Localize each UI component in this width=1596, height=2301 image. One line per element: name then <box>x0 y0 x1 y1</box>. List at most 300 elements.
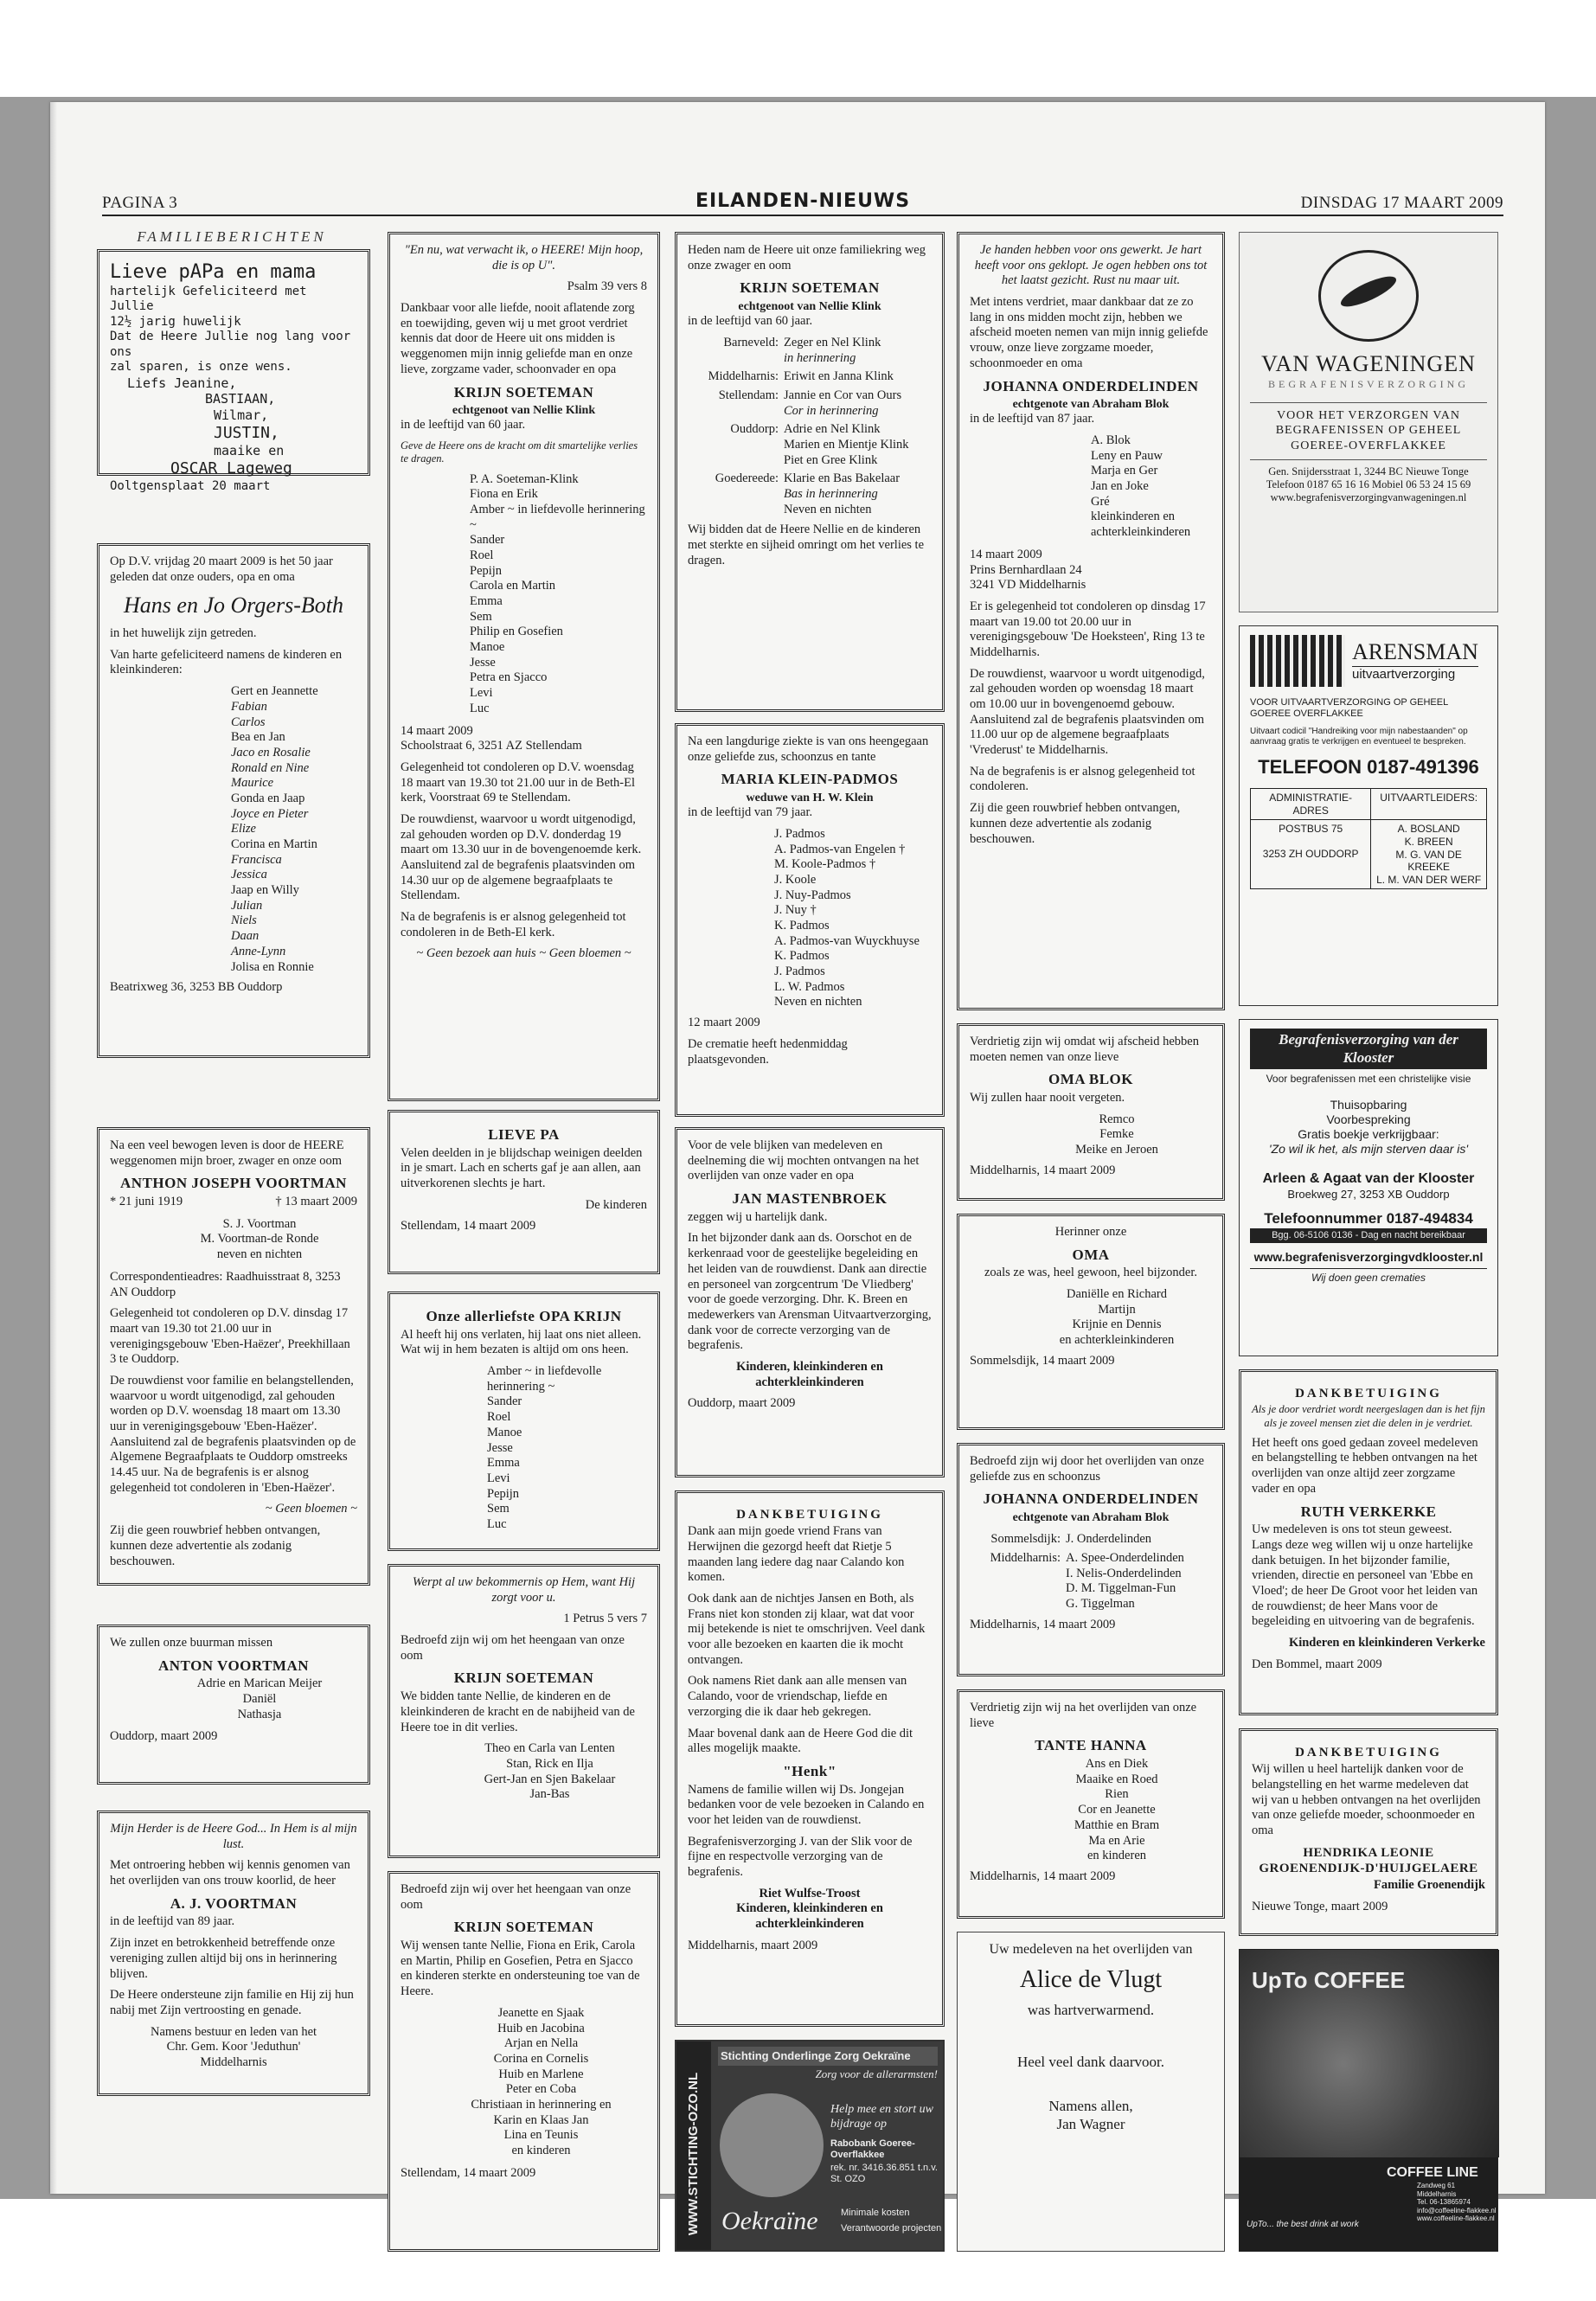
obituary-text: Verdrietig zijn wij na het overlijden van onze lieve <box>970 1701 1197 1730</box>
family-name: Stan, Rick en Ilja <box>506 1756 593 1771</box>
family-name: Gré <box>1091 494 1110 509</box>
ad-oma-blok <box>957 1023 1225 1201</box>
family-name: Leny en Pauw <box>1091 448 1163 463</box>
obituary-text: Gelegenheid tot condoleren op D.V. woensdag 18 maart van 19.30 tot 21.00 uur in de Beth-El kerk, Voorstraat 69 te Stellendam. <box>401 760 636 805</box>
grandchild-name: Manoe <box>487 1425 522 1439</box>
family-name: Pepijn <box>470 563 503 578</box>
family-name: Gert-Jan en Sjen Bakelaar <box>484 1772 616 1786</box>
coffee-brand: UpTo COFFEE <box>1252 1967 1406 1993</box>
obituary-text: Er is gelegenheid tot condoleren op dinsdag 17 maart van 19.00 tot 20.00 uur in verenigingsgebouw 'De Hoeksteen', Ring 13 te Middelharnis. <box>970 599 1206 659</box>
kid-line: Lieve pAPa en mama <box>110 261 317 283</box>
deceased-name: KRIJN SOETEMAN <box>453 383 594 401</box>
coffee-tagline: UpTo... the best drink at work <box>1247 2220 1359 2229</box>
owners: Arleen & Agaat van der Klooster <box>1262 1171 1475 1187</box>
obituary-text: De rouwdienst voor familie en belangstellenden, waarvoor u wordt uitgenodigd, zal gehouden worden op D.V. woensdag 18 maart om 13.30 uur in verenigingsgebouw 'Eben-Haëzer'. Aansluitend zal de begrafenis plaatsvinden op de Algemene Begraafplaats te Ouddorp omstreeks 14.45 uur. Na de begrafenis is er alsnog gelegenheid tot condoleren in 'Eben-Haëzer'. <box>110 1373 356 1495</box>
obituary-text: Wij bidden dat de Heere Nellie en de kinderen met sterkte en sijheid omringt om het verlies te dragen. <box>688 522 925 567</box>
row-names <box>784 369 894 385</box>
family-head: Gert en Jeannette <box>231 684 318 699</box>
ozo-advert <box>675 2040 945 2252</box>
family-child: Francisca <box>231 852 282 867</box>
kid-line: OSCAR Lageweg <box>170 459 292 478</box>
spouse: weduwe van H. W. Klein <box>746 792 874 805</box>
family-name: in herinnering <box>784 350 856 365</box>
family-list <box>401 1741 647 1803</box>
spouse: echtgenote van Abraham Blok <box>1012 398 1170 412</box>
signature <box>968 2098 1214 2133</box>
signature-line: Middelharnis <box>200 2054 267 2069</box>
obituary-neighbour <box>97 1625 370 1785</box>
thanks-text: Wij willen u heel hartelijk danken voor de belangstelling en het warme medeleven dat wij van u hebben ontvangen na het overlijden van onze geliefde moeder, schoonmoeder en oma <box>1252 1762 1481 1838</box>
place-date: Den Bommel, maart 2009 <box>1252 1657 1382 1671</box>
obituary-text: De Heere ondersteune zijn familie en Hij zij hun nabij met Zijn vertroosting en genade. <box>110 1988 354 2017</box>
service-item: Thuisopbaring <box>1330 1098 1407 1112</box>
deceased-name: HENDRIKA LEONIE GROENENDIJK-D'HUIJGELAERE <box>1259 1845 1478 1876</box>
family-name: Eriwit en Janna Klink <box>784 369 894 384</box>
signature-line: Namens bestuur en leden van het <box>150 2024 317 2039</box>
ozo-sidebar <box>676 2041 711 2250</box>
deceased-name: OMA BLOK <box>1048 1071 1133 1088</box>
family-name: Huib en Jacobina <box>497 2021 585 2035</box>
kid-line: hartelijk Gefeliciteerd met Jullie <box>110 284 307 313</box>
family-name: Jannie en Cor van Ours <box>784 388 902 402</box>
anniversary-ad <box>97 543 370 1058</box>
deceased-name: ANTON VOORTMAN <box>157 1657 310 1674</box>
family-name: en kinderen <box>511 2144 571 2158</box>
family-name: Roel <box>470 548 494 562</box>
company-web: www.begrafenisverzorgingvdklooster.nl <box>1253 1249 1484 1264</box>
family-name: Jeanette en Sjaak <box>497 2005 585 2020</box>
family-name: I. Nelis-Onderdelinden <box>1066 1566 1182 1580</box>
deceased-name: JOHANNA ONDERDELINDEN <box>983 1490 1199 1508</box>
family-name: Amber ~ in liefdevolle herinnering ~ <box>470 502 645 532</box>
family-name: J. Nuy † <box>774 903 817 918</box>
row-names <box>784 388 901 419</box>
family-name: Nathasja <box>237 1707 282 1721</box>
deceased-name: KRIJN SOETEMAN <box>453 1670 594 1687</box>
signature-line: Jan Wagner <box>1056 2115 1125 2132</box>
ozo-org: Stichting Onderlinge Zorg Oekraïne <box>718 2047 938 2066</box>
ozo-projects: Verantwoorde projecten <box>841 2223 942 2234</box>
obituary-text: De rouwdienst, waarvoor u wordt uitgenodigd, zal gehouden worden op D.V. donderdag 19 maart om 13.30 uur in de bovengenoemde kerk. Aansluitend zal de begrafenis plaatsvinden om 14.30 uur op de algemene begraafplaats te Stellendam. <box>401 811 642 903</box>
deceased-name: ANTHON JOSEPH VOORTMAN <box>120 1175 347 1192</box>
date: 12 maart 2009 <box>688 1016 760 1030</box>
ozo-costs: Minimale kosten <box>841 2208 910 2218</box>
row-names <box>1066 1532 1151 1548</box>
family-child: Anne-Lynn <box>231 944 286 958</box>
date: 14 maart 2009 <box>970 547 1042 561</box>
obituary-krijn-soeteman <box>388 232 660 1101</box>
verse-ref: Psalm 39 vers 8 <box>567 279 647 294</box>
anniversary-intro: Op D.V. vrijdag 20 maart 2009 is het 50 jaar geleden dat onze ouders, opa en oma <box>110 554 333 584</box>
spouse: echtgenoot van Nellie Klink <box>452 404 596 418</box>
kid-line: JUSTIN, <box>214 423 279 442</box>
obituary-text: Wij wensen tante Nellie, Fiona en Erik, Carola en Martin, Philip en Gosefien, Petra en Sjacco en kinderen sterkte en ondersteuning toe van de Heere. <box>401 1939 640 1999</box>
family-list <box>970 1757 1212 1864</box>
family-head: Corina en Martin <box>231 837 317 852</box>
family-name: A. Spee-Onderdelinden <box>1066 1550 1184 1565</box>
obituary-text: Met intens verdriet, maar dankbaar dat ze zo lang in ons midden mocht zijn, hebben we afscheid moeten nemen van mijn innig geliefde vrouw, onze lieve zorgzame moeder, schoonmoeder en oma <box>970 295 1208 370</box>
signature: Kinderen, kleinkinderen en achterkleinkinderen <box>736 1901 883 1932</box>
obituary-choir <box>97 1811 370 2096</box>
leader-name: K. BREEN <box>1404 835 1453 848</box>
grandchild-name: Jesse <box>487 1440 513 1455</box>
thanks-text: Uw medeleven na het overlijden van <box>989 1942 1193 1957</box>
address-line: 3241 VD Middelharnis <box>970 578 1086 593</box>
ad-krijn-oom <box>388 1871 660 2252</box>
obituary-text: Na een langdurige ziekte is van ons heengegaan onze geliefde zus, schoonzus en tante <box>688 734 929 764</box>
family-row <box>688 336 932 366</box>
family-name: Huib en Marlene <box>498 2067 584 2081</box>
family-name: A. Blok <box>1091 433 1131 447</box>
family-name: Jan-Bas <box>529 1787 570 1802</box>
deceased-name: A. J. VOORTMAN <box>170 1894 298 1912</box>
place-date: Middelharnis, 14 maart 2009 <box>970 1163 1116 1177</box>
ad-title: DANKBETUIGING <box>1295 1746 1442 1759</box>
company-web: www.begrafenisverzorgingvanwageningen.nl <box>1270 491 1467 504</box>
family-head: Bea en Jan <box>231 730 285 745</box>
family-name: Martijn <box>1098 1302 1136 1317</box>
family-name: neven en nichten <box>216 1247 303 1262</box>
family-list <box>970 1287 1212 1349</box>
family-name: J. Onderdelinden <box>1066 1532 1152 1547</box>
row-names <box>784 336 881 366</box>
family-name: Emma <box>470 594 503 608</box>
company-note: Wij doen geen crematies <box>1250 1268 1487 1285</box>
verse-ref: 1 Petrus 5 vers 7 <box>563 1612 647 1626</box>
family-name: Femke <box>1099 1127 1134 1142</box>
leader-name: A. BOSLAND <box>1397 823 1460 836</box>
obituary-voortman <box>97 1127 370 1586</box>
service-item: Gratis boekje verkrijgbaar: <box>1298 1127 1439 1142</box>
signature-line: Namens allen, <box>1048 2098 1133 2115</box>
family-head: Jaap en Willy <box>231 883 299 898</box>
family-name: Manoe <box>470 640 505 655</box>
signature: Familie Groenendijk <box>1373 1878 1485 1893</box>
ad-onderdelinden-zus <box>957 1443 1225 1676</box>
place-date: Sommelsdijk, 14 maart 2009 <box>970 1353 1115 1368</box>
obituary-text: Zij die geen rouwbrief hebben ontvangen, kunnen deze advertentie als zodanig beschouwen. <box>110 1523 321 1568</box>
obituary-text: Gelegenheid tot condoleren op D.V. dinsdag 17 maart van 19.30 tot 21.00 uur in verenigingsgebouw 'Eben-Haëzer', Preekhillaan 3 te Ouddorp. <box>110 1306 350 1367</box>
row-names <box>1066 1551 1184 1612</box>
section-title: FAMILIEBERICHTEN <box>137 228 327 245</box>
obituary-text: Zijn inzet en betrokkenheid betreffende onze vereniging zullen altijd bij ons in herinnering blijven. <box>110 1936 337 1981</box>
anniversary-congrats: Van harte gefeliciteerd namens de kinderen en kleinkinderen: <box>110 647 343 677</box>
obituary-text: Na de begrafenis is er alsnog gelegenheid tot condoleren in de Beth-El kerk. <box>401 910 626 939</box>
signature-name: "Henk" <box>783 1762 836 1779</box>
family-name: en kinderen <box>1086 1849 1147 1863</box>
ozo-account: rek. nr. 3416.36.851 t.n.v. St. OZO <box>830 2163 938 2185</box>
family-child: Carlos <box>231 715 266 729</box>
family-list <box>688 827 932 1010</box>
obituary-text: We bidden tante Nellie, de kinderen en de kleinkinderen de kracht en de nabijheid van de Heere toe in dit verlies. <box>401 1689 635 1734</box>
leader-name: M. G. VAN DE KREEKE <box>1395 848 1462 874</box>
thanks-text: Heel veel dank daarvoor. <box>1017 2054 1164 2071</box>
family-name: Theo en Carla van Lenten <box>484 1741 615 1756</box>
obituary-text: De rouwdienst, waarvoor u wordt uitgenodigd, zal gehouden worden op woensdag 18 maart om 10.00 uur in bovengenoemd gebouw. Aansluitend zal de begrafenis plaatsvinden om 11.00 uur op de algemene begraafplaats 'Vrederust' te Middelharnis. <box>970 666 1205 758</box>
date: 14 maart 2009 <box>401 723 473 738</box>
family-name: Meike en Jeroen <box>1075 1143 1158 1157</box>
arensman-line: VOOR UITVAARTVERZORGING OP GEHEEL GOEREE OVERFLAKKEE <box>1250 697 1448 720</box>
family-name: Maaike en Roed <box>1075 1772 1158 1786</box>
newspaper-page <box>50 102 1545 2236</box>
age: in de leeftijd van 60 jaar. <box>688 314 813 329</box>
address-line: Zandweg 61 <box>1417 2182 1456 2189</box>
age: in de leeftijd van 60 jaar. <box>401 418 526 433</box>
family-rows <box>970 1532 1212 1612</box>
company-name: Begrafenisverzorging van der Klooster <box>1250 1029 1487 1069</box>
row-place: Barneveld: <box>723 335 779 349</box>
company-phone: TELEFOON 0187-491396 <box>1258 756 1479 779</box>
family-name: A. Padmos-van Engelen † <box>774 842 906 856</box>
deceased-name: JOHANNA ONDERDELINDEN <box>983 377 1199 394</box>
page-fold <box>50 102 57 2194</box>
company-phone: Telefoonnummer 0187-494834 <box>1264 1209 1473 1227</box>
family-row <box>688 369 932 385</box>
family-name: Sem <box>470 609 492 624</box>
obituary-intro: We zullen onze buurman missen <box>110 1636 273 1650</box>
family-name: Jesse <box>470 655 496 670</box>
obituary-text: Wij zullen haar nooit vergeten. <box>970 1091 1125 1106</box>
ad-oma <box>957 1214 1225 1430</box>
family-name: Daniël <box>242 1692 277 1707</box>
family-name: Carola en Martin <box>470 579 556 593</box>
thanks-text: Dank aan mijn goede vriend Frans van Herwijnen die gezorgd heeft dat Rietje 5 maanden lang iedere dag naar Calando kon komen. <box>688 1524 905 1585</box>
family-name: K. Padmos <box>774 949 830 964</box>
family-name: Bas in herinnering <box>784 487 878 502</box>
row-place: Goedereede: <box>715 471 779 486</box>
signature: Kinderen en kleinkinderen Verkerke <box>1288 1636 1485 1650</box>
family-name: Corina en Cornelis <box>493 2051 589 2066</box>
age: in de leeftijd van 79 jaar. <box>688 805 813 820</box>
kid-line: zal sparen, is onze wens. <box>110 360 292 374</box>
family-name: Daniëlle en Richard <box>1067 1287 1167 1302</box>
family-name: A. Padmos-van Wuyckhuyse <box>774 933 920 948</box>
deceased-name: KRIJN SOETEMAN <box>453 1919 594 1936</box>
ad-tante-hanna <box>957 1689 1225 1919</box>
coffee-address <box>1417 2182 1497 2223</box>
obituary-onderdelinden <box>957 232 1225 1010</box>
family-rows <box>688 336 932 518</box>
family-name: Marja en Ger <box>1091 464 1158 478</box>
verse: Je handen hebben voor ons gewerkt. Je hart heeft voor ons geklopt. Je ogen hebben ons tot het laatst gezicht. Rust nu maar uit. <box>974 243 1208 288</box>
coffee-advert <box>1239 1949 1498 2252</box>
family-name: Jan en Joke <box>1091 479 1149 494</box>
grandchild-name: Sem <box>487 1502 510 1516</box>
address-line: Prins Bernhardlaan 24 <box>970 562 1082 577</box>
verse: "En nu, wat verwacht ik, o HEERE! Mijn hoop, die is op U". <box>404 243 644 272</box>
family-name: Sander <box>470 533 505 548</box>
family-list <box>970 1112 1212 1158</box>
grandchild-name: Sander <box>487 1394 522 1409</box>
address-line: info@coffeeline-flakkee.nl <box>1417 2206 1497 2214</box>
correspondence: Correspondentieadres: Raadhuisstraat 8, 3253 AN Ouddorp <box>110 1269 341 1299</box>
place-date: Middelharnis, 14 maart 2009 <box>970 1868 1116 1883</box>
paper-title: EILANDEN-NIEUWS <box>695 190 911 212</box>
company-address: Gen. Snijdersstraat 1, 3244 BC Nieuwe Tonge <box>1268 465 1469 478</box>
family-name: Adrie en Nel Klink <box>784 422 881 437</box>
kid-line: Dat de Heere Jullie nog lang voor ons <box>110 330 351 359</box>
age: in de leeftijd van 89 jaar. <box>110 1914 235 1929</box>
family-name: P. A. Soeteman-Klink <box>470 471 579 486</box>
family-name: Zeger en Nel Klink <box>784 335 881 349</box>
row-names <box>784 422 909 468</box>
deceased-name: RUTH VERKERKE <box>1300 1503 1437 1520</box>
obituary-text: Zij die geen rouwbrief hebben ontvangen, kunnen deze advertentie als zodanig beschouwen. <box>970 801 1181 846</box>
flowers-note: ~ Geen bloemen ~ <box>265 1502 357 1516</box>
thanks-text: Ook namens Riet dank aan alle mensen van Calando, voor de vriendschap, liefde en verzorging die ik daar heb gekregen. <box>688 1674 907 1719</box>
family-name: J. Nuy-Padmos <box>774 888 851 902</box>
row-place: Middelharnis: <box>708 369 779 384</box>
thanks-mastenbroek <box>675 1127 945 1477</box>
family-name: Cor en Jeanette <box>1078 1803 1156 1817</box>
ad-title: Onze allerliefste OPA KRIJN <box>426 1308 622 1324</box>
arensman-header <box>1250 635 1487 687</box>
place-date: Middelharnis, maart 2009 <box>688 1938 818 1952</box>
row-names <box>784 471 900 517</box>
family-name: Neven en nichten <box>774 995 862 1009</box>
thanks-text: was hartverwarmend. <box>1027 2001 1155 2018</box>
page-header <box>102 189 1503 216</box>
family-name: Cor in herinnering <box>784 403 879 418</box>
family-row <box>688 471 932 517</box>
family-name: Matthie en Bram <box>1074 1817 1160 1832</box>
family-child: Jessica <box>231 868 267 882</box>
kid-congrats-ad <box>97 249 370 493</box>
obituary-text: Herinner onze <box>1054 1225 1127 1239</box>
ozo-help: Help mee en stort uw bijdrage op <box>830 2103 933 2131</box>
leaders-cell <box>1371 820 1487 889</box>
couple-names: Hans en Jo Orgers-Both <box>124 593 343 619</box>
ad-opa-krijn <box>388 1292 660 1551</box>
admin-address <box>1251 820 1371 889</box>
row-place: Middelharnis: <box>990 1550 1061 1565</box>
family-list <box>110 1676 357 1722</box>
address-line: Tel. 06-13865974 <box>1417 2198 1471 2207</box>
family-row <box>970 1551 1212 1612</box>
child-photo <box>720 2093 824 2197</box>
ad-krijn-neven <box>388 1564 660 1858</box>
family-list <box>401 472 647 717</box>
ad-krijn-familie <box>675 232 945 712</box>
place-date: Ouddorp, maart 2009 <box>688 1396 796 1411</box>
grandchild-name: Amber ~ in liefdevolle herinnering ~ <box>487 1364 602 1394</box>
address: Schoolstraat 6, 3251 AZ Stellendam <box>401 739 582 753</box>
ozo-word: Oekraïne <box>721 2207 818 2235</box>
life-dates <box>110 1195 357 1210</box>
family-name: Lina en Teunis <box>503 2128 579 2143</box>
family-list <box>401 2006 647 2159</box>
obituary-text: Met ontroering hebben wij kennis genomen van het overlijden van ons trouw koorlid, de heer <box>110 1858 350 1888</box>
family-name: Krijnie en Dennis <box>1072 1317 1162 1332</box>
poem: Al heeft hij ons verlaten, hij laat ons niet alleen. Wat wij in hem bezaten is altijd om ons heen. <box>401 1327 642 1357</box>
spouse: echtgenote van Abraham Blok <box>1012 1511 1170 1525</box>
family-name: en achterkleinkinderen <box>1059 1333 1175 1348</box>
obituary-text: Bedroefd zijn wij over het heengaan van onze oom <box>401 1882 631 1912</box>
family-list <box>110 684 357 975</box>
family-name: M. Voortman-de Ronde <box>200 1232 319 1247</box>
family-child: Fabian <box>231 699 267 714</box>
dove-logo-icon <box>1318 250 1419 342</box>
company-sub: Voor begrafenissen met een christelijke visie <box>1266 1073 1471 1086</box>
family-name: J. Padmos <box>774 965 825 979</box>
family-head: Jolisa en Ronnie <box>231 959 314 974</box>
family-name: Levi <box>470 686 493 701</box>
company-name: ARENSMAN <box>1352 639 1478 665</box>
family-child: Ronald en Nine <box>231 760 310 775</box>
ad-title: LIEVE PA <box>488 1126 560 1143</box>
grandchild-name: Luc <box>487 1516 507 1531</box>
company-emergency: Bgg. 06-5106 0136 - Dag en nacht bereikbaar <box>1250 1228 1487 1243</box>
family-name: Christiaan in herinnering en <box>471 2097 612 2112</box>
family-name: Adrie en Marican Meijer <box>196 1676 323 1691</box>
verse: Werpt al uw bekommernis op Hem, want Hij zorgt voor u. <box>412 1575 636 1605</box>
death-date: † 13 maart 2009 <box>275 1195 357 1209</box>
family-name: Rien <box>1105 1787 1129 1802</box>
ozo-bank: Rabobank Goeree-Overflakkee <box>830 2138 915 2161</box>
family-name: Petra en Sjacco <box>470 670 548 685</box>
company-sub: BEGRAFENISVERZORGING <box>1267 377 1469 390</box>
family-name: D. M. Tiggelman-Fun <box>1066 1581 1176 1596</box>
thanks-text: Voor de vele blijken van medeleven en deelneming die wij mochten ontvangen na het overlijden van onze vader en opa <box>688 1138 920 1183</box>
family-name: Piet en Gree Klink <box>784 452 878 467</box>
family-name: J. Padmos <box>774 826 825 841</box>
family-child: Joyce en Pieter <box>231 806 309 821</box>
kid-line: BASTIAAN, <box>205 391 276 407</box>
company-phone: Telefoon 0187 65 16 16 Mobiel 06 53 24 15 69 <box>1266 478 1471 490</box>
ad-title: DANKBETUIGING <box>736 1508 883 1522</box>
family-list <box>970 433 1212 541</box>
family-name: Remco <box>1099 1112 1135 1126</box>
kid-line: 12½ jarig huwelijk <box>110 314 241 329</box>
obituary-intro: Na een veel bewogen leven is door de HEERE weggenomen mijn broer, zwager en onze oom <box>110 1138 344 1168</box>
family-child: Daan <box>231 929 260 944</box>
deceased-name: KRIJN SOETEMAN <box>740 279 880 297</box>
anniversary-address: Beatrixweg 36, 3253 BB Ouddorp <box>110 980 283 995</box>
obituary-klein-padmos <box>675 723 945 1117</box>
family-child: Niels <box>231 913 257 928</box>
family-child: Maurice <box>231 776 274 791</box>
prayer: Geve de Heere ons de kracht om dit smartelijke verlies te dragen. <box>401 439 638 465</box>
kid-line: Ooltgensplaat 20 maart <box>110 478 271 493</box>
service-item: Voorbespreking <box>1326 1112 1411 1127</box>
arensman-line: Uitvaart codicil "Handreiking voor mijn nabestaanden" op aanvraag gratis te verkrijgen en eventueel te bespreken. <box>1250 726 1468 747</box>
obituary-text: Bedroefd zijn wij door het overlijden van onze geliefde zus en schoonzus <box>970 1454 1204 1484</box>
signature-line: Chr. Gem. Koor 'Jeduthun' <box>166 2040 301 2054</box>
family-name: kleinkinderen en achterkleinkinderen <box>1091 510 1191 540</box>
kid-line: Liefs Jeanine, <box>127 375 237 391</box>
thanks-verkerke <box>1239 1369 1498 1715</box>
family-name: Philip en Gosefien <box>470 625 563 639</box>
place-date: Stellendam, 14 maart 2009 <box>401 2165 536 2180</box>
deceased-name: Alice de Vlugt <box>1019 1965 1163 1993</box>
obituary-text: zoals ze was, heel gewoon, heel bijzonder. <box>984 1266 1197 1280</box>
thanks-text: Maar bovenal dank aan de Heere God die dit alles mogelijk maakte. <box>688 1726 913 1756</box>
thanks-text: zeggen wij u hartelijk dank. <box>688 1209 828 1224</box>
age: in de leeftijd van 87 jaar. <box>970 412 1095 426</box>
family-name: S. J. Voortman <box>222 1216 297 1231</box>
family-name: M. Koole-Padmos † <box>774 857 876 872</box>
arensman-advert <box>1239 625 1498 1006</box>
family-name: L. W. Padmos <box>774 979 845 994</box>
grandchildren-list <box>401 1364 647 1533</box>
address-line: www.coffeeline-flakkee.nl <box>1417 2214 1495 2223</box>
place-date: Ouddorp, maart 2009 <box>110 1729 218 1744</box>
family-child: Julian <box>231 898 263 913</box>
family-name: Fiona en Erik <box>470 487 538 502</box>
family-name: Ans en Diek <box>1085 1757 1149 1772</box>
family-name: G. Tiggelman <box>1066 1596 1135 1611</box>
address-line: Middelharnis <box>1417 2189 1457 2198</box>
